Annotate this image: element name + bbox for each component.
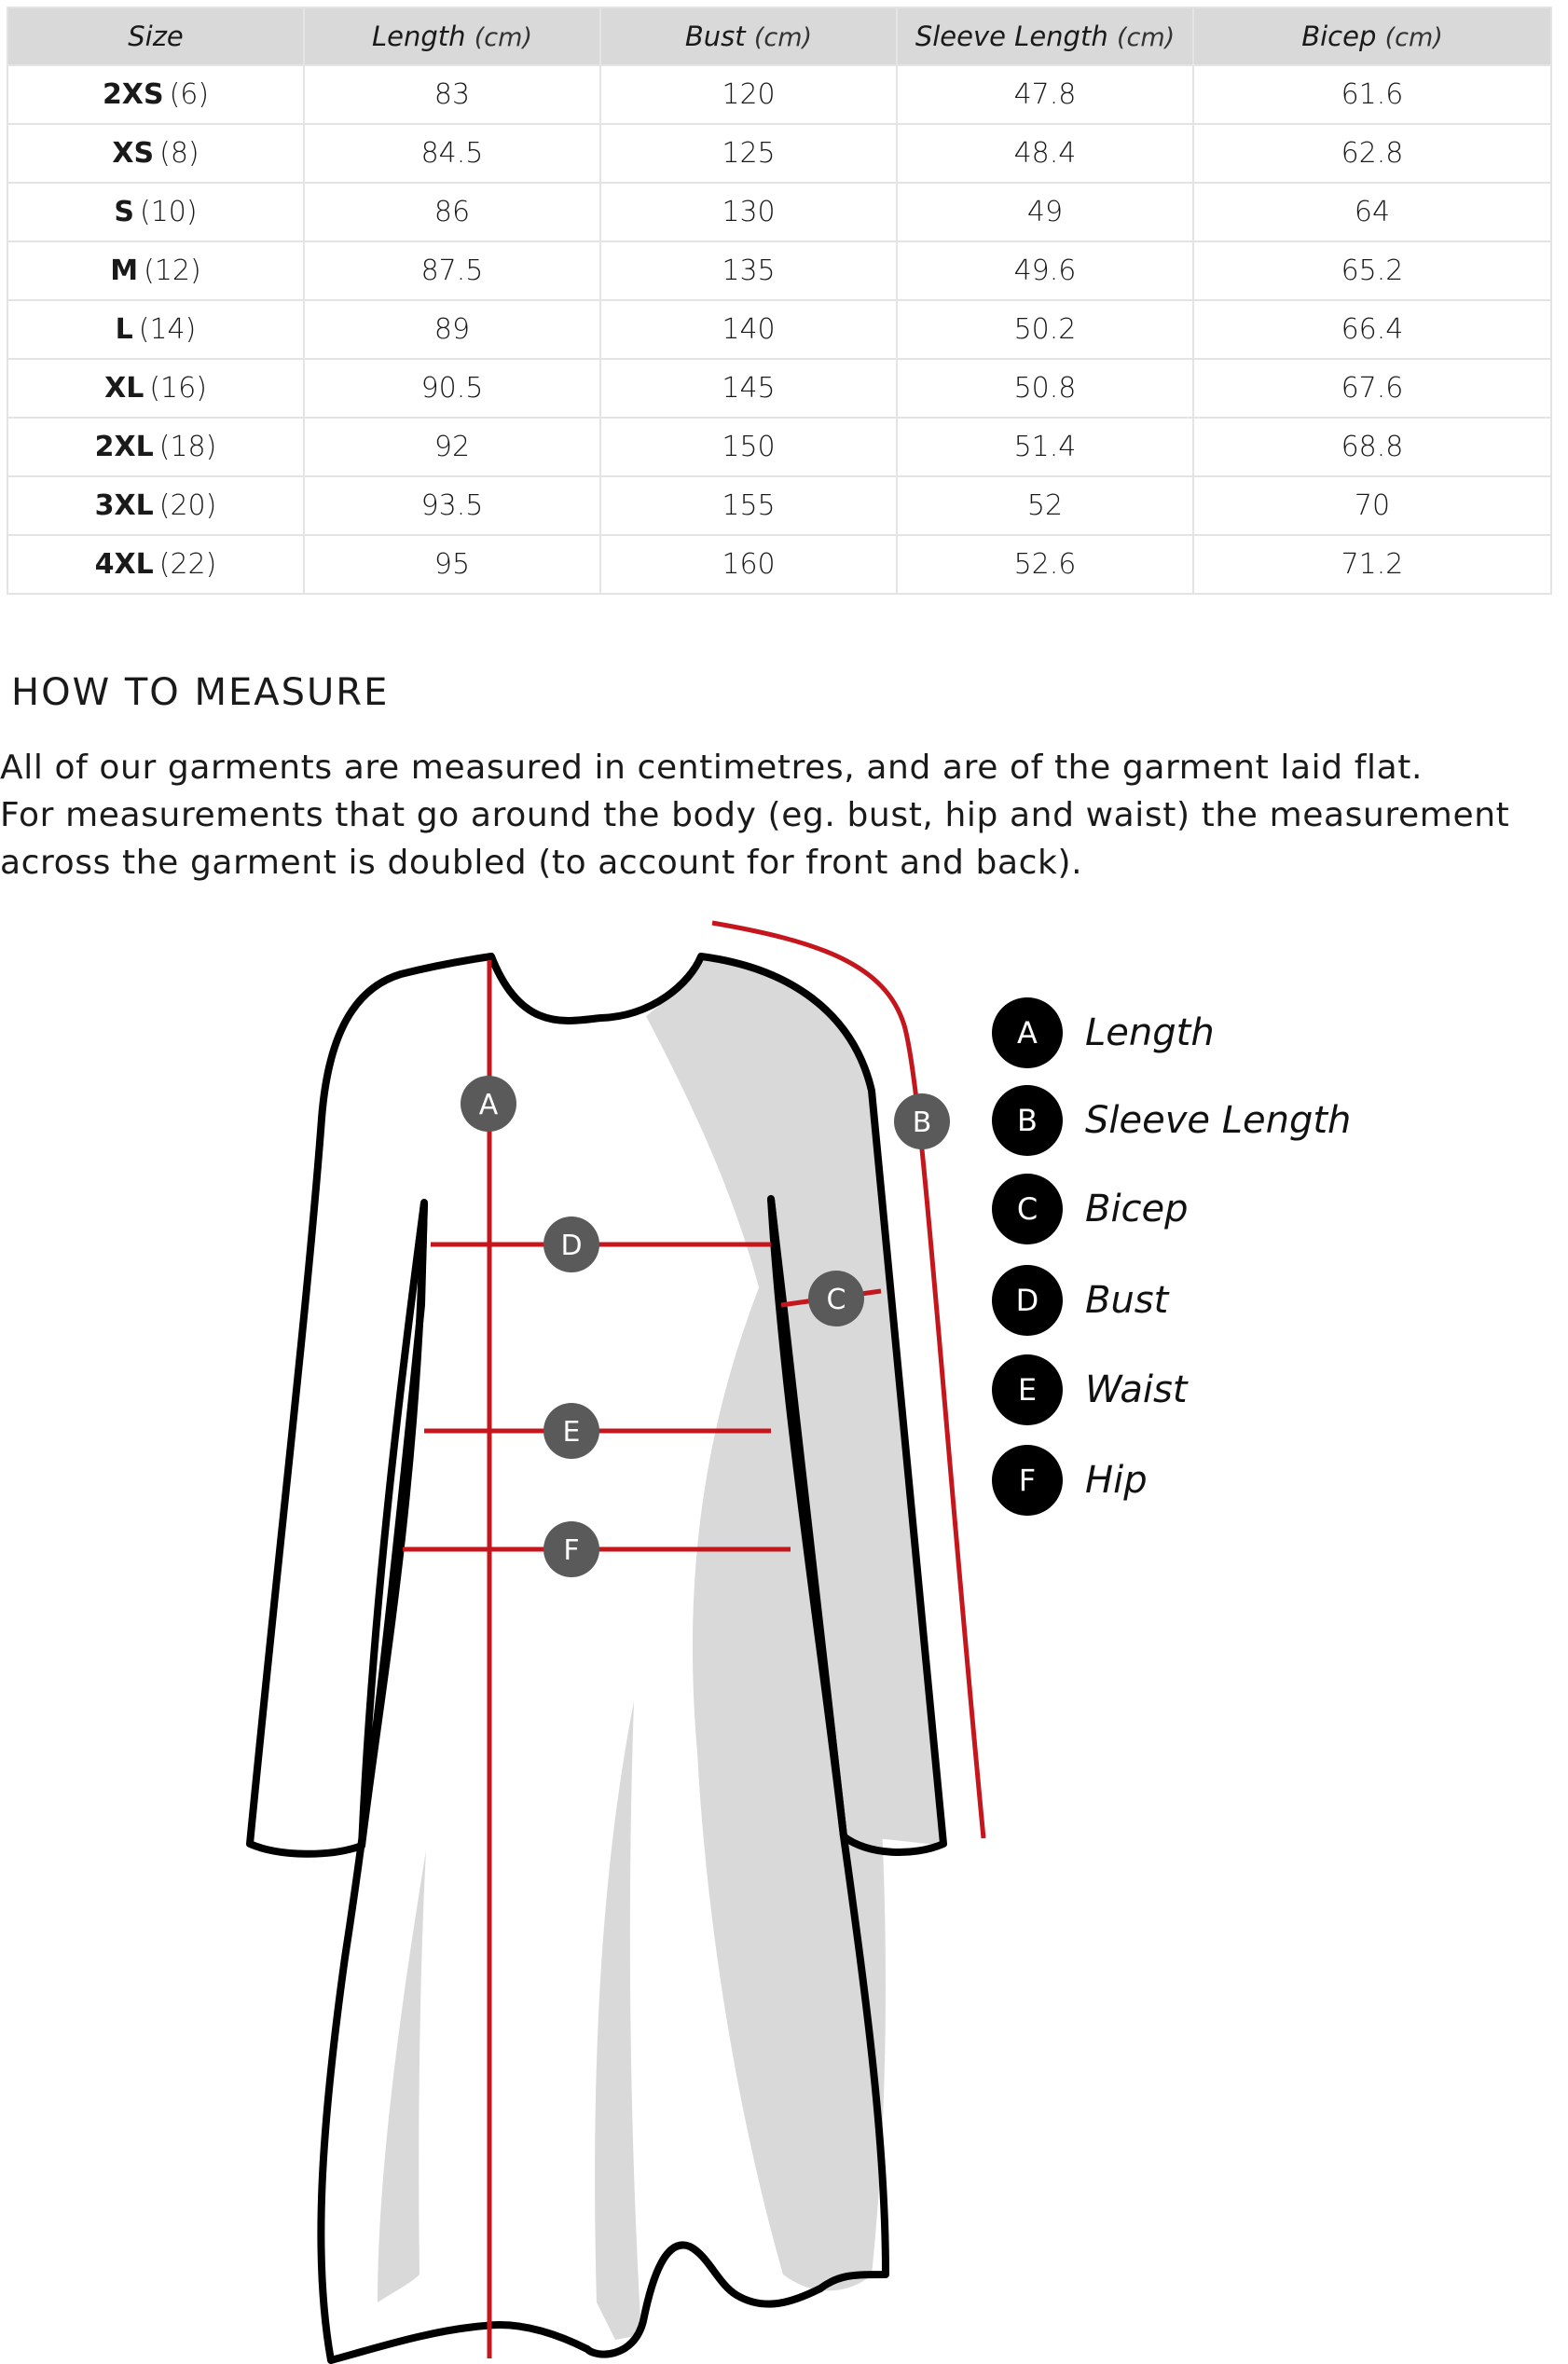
size-code: 2XS: [102, 78, 164, 111]
cell-size: [7, 418, 304, 476]
cell-bicep: 66.4: [1193, 300, 1551, 359]
cell-bicep: 61.6: [1193, 65, 1551, 124]
table-row: [7, 476, 1551, 535]
size-code: S: [114, 196, 134, 228]
cell-bust: 155: [600, 476, 897, 535]
how-to-measure-text: [0, 744, 1566, 886]
svg-text:D: D: [560, 1230, 583, 1262]
cell-sleeve-length: 50.2: [897, 300, 1193, 359]
legend-badge: F: [992, 1445, 1063, 1516]
table-row: [7, 241, 1551, 300]
legend-item-length: [992, 997, 1215, 1068]
marker-f: [543, 1521, 599, 1577]
marker-d: [543, 1216, 599, 1272]
legend-label: Bust: [1085, 1279, 1169, 1322]
table-body: [7, 65, 1551, 594]
size-number: (12): [144, 254, 201, 287]
cell-size: [7, 476, 304, 535]
cell-bust: 145: [600, 359, 897, 418]
legend-badge: C: [992, 1174, 1063, 1244]
size-number: (14): [138, 313, 197, 346]
legend-label: Length: [1085, 1011, 1215, 1054]
cell-size: [7, 535, 304, 594]
size-number: (8): [159, 137, 199, 170]
header-bust: Bust (cm): [600, 7, 897, 65]
legend-label: Hip: [1085, 1459, 1148, 1502]
cell-length: 90.5: [304, 359, 600, 418]
cell-size: [7, 241, 304, 300]
cell-bust: 120: [600, 65, 897, 124]
table-row: [7, 65, 1551, 124]
svg-text:C: C: [826, 1284, 846, 1316]
cell-bicep: 68.8: [1193, 418, 1551, 476]
svg-text:F: F: [563, 1534, 580, 1567]
marker-e: [543, 1403, 599, 1459]
size-code: 2XL: [94, 431, 154, 463]
cell-bust: 160: [600, 535, 897, 594]
marker-c: [808, 1271, 864, 1326]
measure-text-line: For measurements that go around the body (eg. bust, hip and waist) the measurement: [0, 796, 1510, 834]
cell-length: 86: [304, 183, 600, 241]
svg-text:A: A: [478, 1089, 499, 1121]
cell-bicep: 70: [1193, 476, 1551, 535]
cell-sleeve-length: 48.4: [897, 124, 1193, 183]
cell-bust: 140: [600, 300, 897, 359]
cell-bust: 125: [600, 124, 897, 183]
cell-sleeve-length: 51.4: [897, 418, 1193, 476]
marker-a: [461, 1076, 516, 1132]
cell-bust: 150: [600, 418, 897, 476]
legend-item-hip: [992, 1445, 1148, 1516]
size-number: (20): [158, 489, 217, 522]
legend-label: Waist: [1085, 1368, 1188, 1411]
cell-bicep: 67.6: [1193, 359, 1551, 418]
svg-text:E: E: [562, 1416, 581, 1449]
hem-shade-left: [378, 1850, 426, 2302]
cell-bust: 130: [600, 183, 897, 241]
size-chart-table: [7, 7, 1552, 595]
size-number: (22): [158, 548, 217, 581]
cell-length: 93.5: [304, 476, 600, 535]
legend-item-bust: [992, 1265, 1168, 1336]
legend-item-bicep: [992, 1174, 1189, 1244]
cell-sleeve-length: 52: [897, 476, 1193, 535]
cell-length: 89: [304, 300, 600, 359]
legend-item-sleeve-length: [992, 1085, 1351, 1156]
cell-sleeve-length: 50.8: [897, 359, 1193, 418]
measure-text-line: across the garment is doubled (to account for front and back).: [0, 844, 1083, 882]
legend-badge: E: [992, 1354, 1063, 1425]
legend-label: Bicep: [1085, 1188, 1189, 1230]
cell-length: 92: [304, 418, 600, 476]
size-number: (18): [158, 431, 217, 463]
size-code: 4XL: [94, 548, 154, 581]
table-row: [7, 418, 1551, 476]
legend-badge: B: [992, 1085, 1063, 1156]
table-row: [7, 124, 1551, 183]
measure-text-line: All of our garments are measured in centimetres, and are of the garment laid flat.: [0, 749, 1423, 787]
cell-bicep: 65.2: [1193, 241, 1551, 300]
table-row: [7, 535, 1551, 594]
cell-size: [7, 183, 304, 241]
legend-item-waist: [992, 1354, 1188, 1425]
marker-b: [894, 1093, 950, 1149]
legend-label: Sleeve Length: [1085, 1099, 1352, 1142]
table-row: [7, 183, 1551, 241]
size-code: L: [115, 313, 133, 346]
cell-size: [7, 359, 304, 418]
skirt-shade-left: [595, 1701, 641, 2340]
table-row: [7, 300, 1551, 359]
header-length: Length (cm): [304, 7, 600, 65]
legend-badge: A: [992, 997, 1063, 1068]
size-code: XS: [112, 137, 155, 170]
header-bicep: Bicep (cm): [1193, 7, 1551, 65]
cell-length: 95: [304, 535, 600, 594]
cell-size: [7, 124, 304, 183]
cell-bust: 135: [600, 241, 897, 300]
cell-size: [7, 65, 304, 124]
legend-badge: D: [992, 1265, 1063, 1336]
cell-size: [7, 300, 304, 359]
table-header-row: [7, 7, 1551, 65]
header-sleeve-length: Sleeve Length (cm): [897, 7, 1193, 65]
cell-length: 87.5: [304, 241, 600, 300]
cell-bicep: 71.2: [1193, 535, 1551, 594]
size-code: M: [110, 254, 139, 287]
header-size: Size: [7, 7, 304, 65]
cell-length: 83: [304, 65, 600, 124]
cell-sleeve-length: 47.8: [897, 65, 1193, 124]
cell-bicep: 64: [1193, 183, 1551, 241]
cell-sleeve-length: 49.6: [897, 241, 1193, 300]
size-number: (16): [149, 372, 207, 405]
cell-sleeve-length: 52.6: [897, 535, 1193, 594]
size-code: XL: [104, 372, 144, 405]
how-to-measure-heading: HOW TO MEASURE: [11, 671, 390, 714]
cell-length: 84.5: [304, 124, 600, 183]
size-number: (10): [140, 196, 198, 228]
table-row: [7, 359, 1551, 418]
cell-sleeve-length: 49: [897, 183, 1193, 241]
size-code: 3XL: [94, 489, 154, 522]
size-number: (6): [169, 78, 210, 111]
svg-text:B: B: [912, 1106, 932, 1139]
cell-bicep: 62.8: [1193, 124, 1551, 183]
